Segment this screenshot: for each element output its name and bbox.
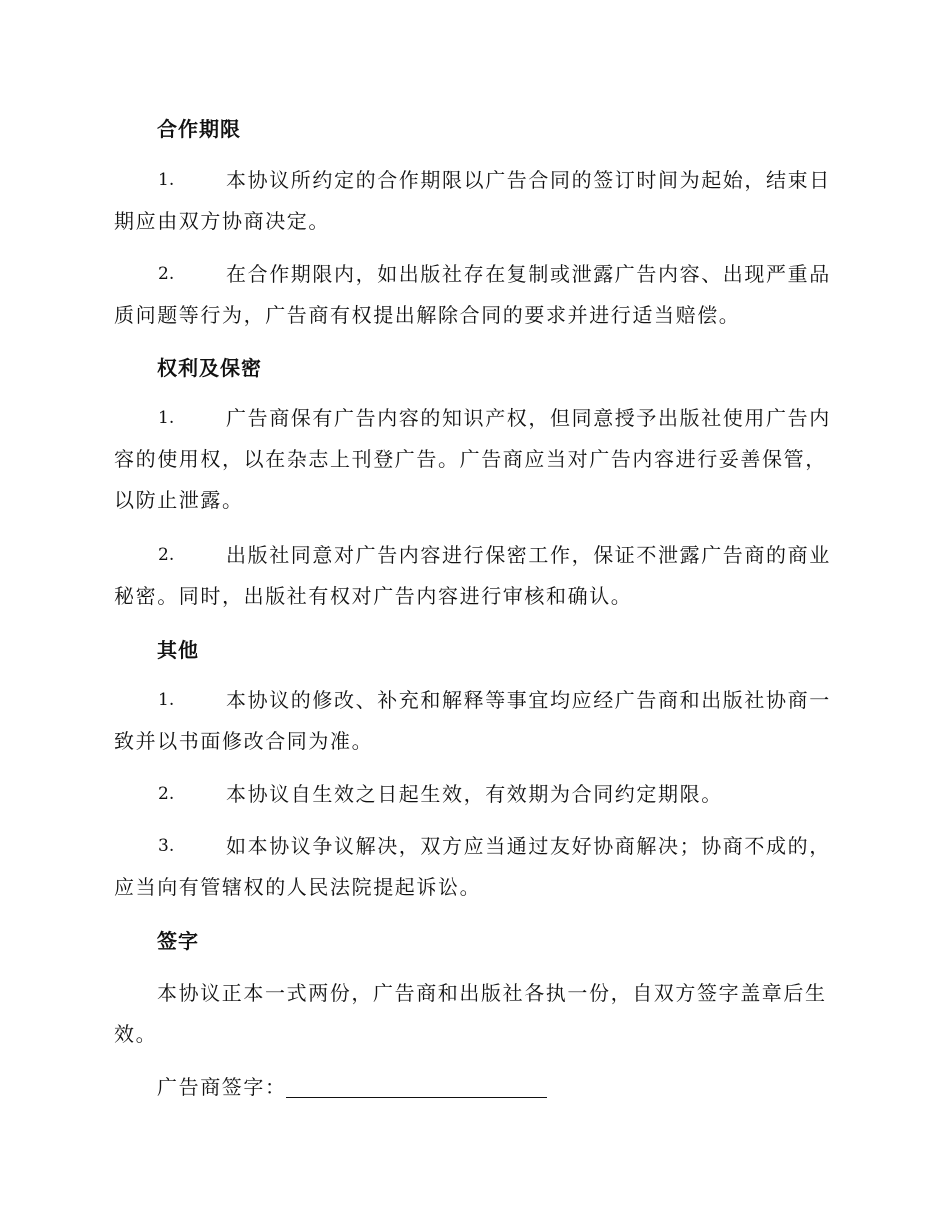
clause-text-line: 期应由双方协商决定。 bbox=[114, 209, 330, 233]
clause-text-line: 容的使用权，以在杂志上刊登广告。广告商应当对广告内容进行妥善保管， bbox=[114, 447, 827, 471]
section-heading-cooperation-term: 合作期限 bbox=[157, 117, 241, 141]
clause-item bbox=[114, 398, 832, 521]
paragraph-text-line: 本协议正本一式两份，广告商和出版社各执一份，自双方签字盖章后生 bbox=[157, 981, 827, 1005]
clause-number: 1. bbox=[158, 408, 175, 428]
clause-number: 3. bbox=[158, 836, 175, 856]
clause-text-line: 应当向有管辖权的人民法院提起诉讼。 bbox=[114, 875, 482, 899]
clause-item bbox=[114, 680, 832, 762]
section-heading-rights-confidentiality: 权利及保密 bbox=[157, 356, 262, 380]
clause-item bbox=[114, 254, 832, 336]
signature-paragraph bbox=[114, 973, 832, 1055]
clause-item bbox=[114, 535, 832, 617]
clause-number: 2. bbox=[158, 784, 175, 804]
clause-text-line: 以防止泄露。 bbox=[114, 488, 244, 512]
clause-text-line: 广告商保有广告内容的知识产权，但同意授予出版社使用广告内 bbox=[226, 406, 831, 430]
clause-text-line: 致并以书面修改合同为准。 bbox=[114, 729, 374, 753]
section-heading-signature: 签字 bbox=[157, 929, 199, 953]
clause-text-line: 本协议所约定的合作期限以广告合同的签订时间为起始，结束日 bbox=[226, 168, 831, 192]
clause-number: 1. bbox=[158, 690, 175, 710]
clause-text-line: 如本协议争议解决，双方应当通过友好协商解决；协商不成的， bbox=[226, 834, 831, 858]
clause-text-line: 出版社同意对广告内容进行保密工作，保证不泄露广告商的商业 bbox=[226, 543, 831, 567]
advertiser-signature-label: 广告商签字： bbox=[157, 1075, 287, 1099]
clause-text-line: 秘密。同时，出版社有权对广告内容进行审核和确认。 bbox=[114, 584, 633, 608]
clause-number: 2. bbox=[158, 545, 175, 565]
clause-item bbox=[114, 826, 832, 908]
clause-text-line: 本协议自生效之日起生效，有效期为合同约定期限。 bbox=[226, 782, 723, 806]
clause-text-line: 本协议的修改、补充和解释等事宜均应经广告商和出版社协商一 bbox=[226, 688, 831, 712]
clause-number: 1. bbox=[158, 170, 175, 190]
clause-text-line: 在合作期限内，如出版社存在复制或泄露广告内容、出现严重品 bbox=[226, 262, 831, 286]
paragraph-text-line: 效。 bbox=[114, 1022, 158, 1046]
clause-item bbox=[114, 774, 832, 815]
clause-item bbox=[114, 160, 832, 242]
clause-text-line: 质问题等行为，广告商有权提出解除合同的要求并进行适当赔偿。 bbox=[114, 303, 741, 327]
clause-number: 2. bbox=[158, 264, 175, 284]
advertiser-signature-line bbox=[286, 1097, 547, 1098]
section-heading-other: 其他 bbox=[157, 638, 199, 662]
